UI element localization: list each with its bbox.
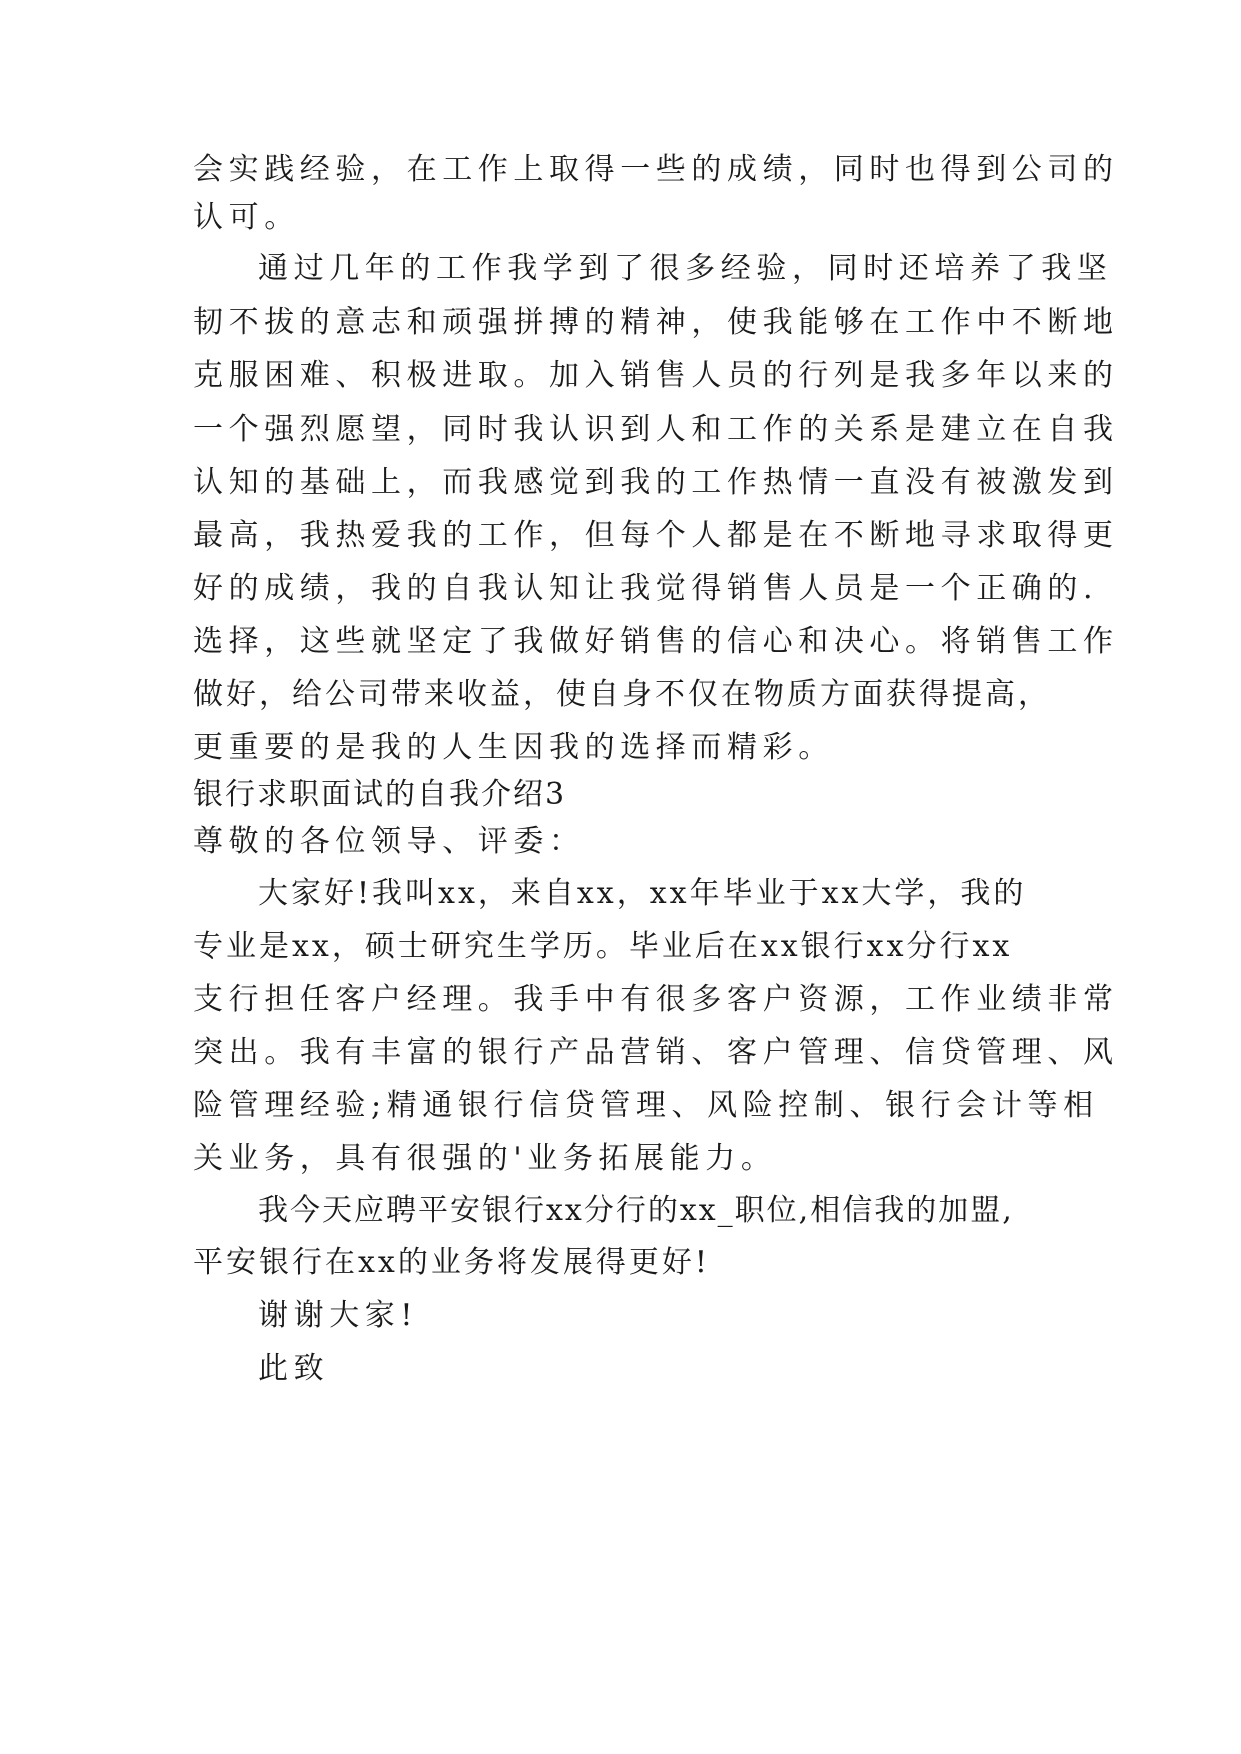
text-line: 认可。 <box>193 200 300 235</box>
paragraph-first-line: 大家好!我叫xx，来自xx，xx年毕业于xx大学，我的 <box>258 876 1027 911</box>
salutation: 尊敬的各位领导、评委： <box>193 824 585 859</box>
text-line: 选择，这些就坚定了我做好销售的信心和决心。将销售工作 <box>193 624 1119 659</box>
text-line: 克服困难、积极进取。加入销售人员的行列是我多年以来的 <box>193 358 1119 393</box>
text-line: 险管理经验;精通银行信贷管理、风险控制、银行会计等相 <box>193 1088 1099 1123</box>
text-line: 好的成绩，我的自我认知让我觉得销售人员是一个正确的. <box>193 571 1099 606</box>
text-line: 一个强烈愿望，同时我认识到人和工作的关系是建立在自我 <box>193 412 1119 447</box>
text-line: 韧不拔的意志和顽强拼搏的精神，使我能够在工作中不断地 <box>193 305 1119 340</box>
section-heading: 银行求职面试的自我介绍3 <box>193 777 567 812</box>
text-line: 专业是xx，硕士研究生学历。毕业后在xx银行xx分行xx <box>193 929 1013 964</box>
closing-regards: 此致 <box>258 1351 330 1386</box>
text-line: 关业务，具有很强的'业务拓展能力。 <box>193 1141 777 1176</box>
text-line: 平安银行在xx的业务将发展得更好! <box>193 1245 710 1280</box>
text-line: 支行担任客户经理。我手中有很多客户资源，工作业绩非常 <box>193 982 1119 1017</box>
text-line: 会实践经验，在工作上取得一些的成绩，同时也得到公司的 <box>193 152 1119 187</box>
paragraph-first-line: 通过几年的工作我学到了很多经验，同时还培养了我坚 <box>258 251 1113 286</box>
text-line: 最高，我热爱我的工作，但每个人都是在不断地寻求取得更 <box>193 518 1119 553</box>
text-line: 更重要的是我的人生因我的选择而精彩。 <box>193 730 834 765</box>
text-line: 突出。我有丰富的银行产品营销、客户管理、信贷管理、风 <box>193 1035 1119 1070</box>
text-line: 认知的基础上，而我感觉到我的工作热情一直没有被激发到 <box>193 465 1119 500</box>
paragraph-first-line: 我今天应聘平安银行xx分行的xx_职位,相信我的加盟, <box>258 1193 1014 1228</box>
text-line: 做好，给公司带来收益，使自身不仅在物质方面获得提高， <box>193 677 1051 712</box>
closing-thanks: 谢谢大家! <box>258 1298 419 1333</box>
